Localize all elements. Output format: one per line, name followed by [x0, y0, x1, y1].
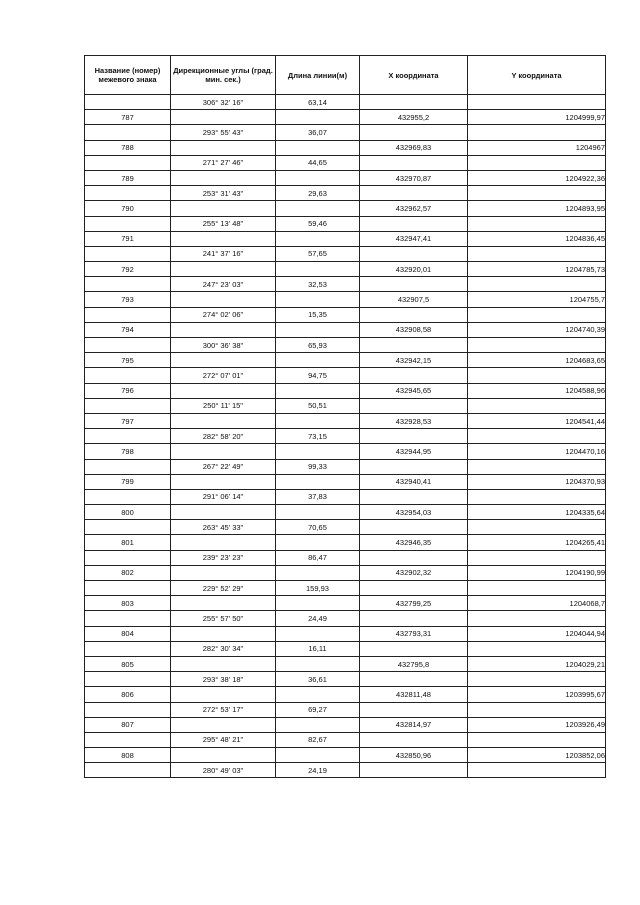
segment-row [85, 520, 606, 535]
empty-cell [360, 489, 468, 504]
header-y: Y координата [468, 56, 606, 95]
empty-cell [171, 474, 276, 489]
empty-cell [85, 277, 171, 292]
segment-row [85, 550, 606, 565]
point-row [85, 748, 606, 763]
segment-row [85, 398, 606, 413]
empty-cell [85, 307, 171, 322]
point-row [85, 140, 606, 155]
segment-row [85, 429, 606, 444]
direction-angle: 253° 31' 43" [171, 186, 276, 201]
empty-cell [171, 444, 276, 459]
x-coordinate: 432814,97 [360, 717, 468, 732]
empty-cell [171, 322, 276, 337]
table-body [85, 95, 606, 778]
point-name: 787 [85, 110, 171, 125]
empty-cell [276, 656, 360, 671]
point-name: 790 [85, 201, 171, 216]
direction-angle: 295° 48' 21" [171, 732, 276, 747]
line-length: 69,27 [276, 702, 360, 717]
x-coordinate: 432795,8 [360, 656, 468, 671]
point-name: 792 [85, 262, 171, 277]
empty-cell [360, 307, 468, 322]
direction-angle: 280° 49' 03" [171, 763, 276, 778]
line-length: 16,11 [276, 641, 360, 656]
boundary-coordinates-table [84, 55, 606, 778]
empty-cell [85, 429, 171, 444]
direction-angle: 306° 32' 16" [171, 95, 276, 110]
empty-cell [276, 110, 360, 125]
empty-cell [276, 626, 360, 641]
empty-cell [171, 505, 276, 520]
header-length: Длина линии(м) [276, 56, 360, 95]
y-coordinate: 1204785,73 [468, 262, 606, 277]
empty-cell [276, 474, 360, 489]
direction-angle: 271° 27' 46" [171, 155, 276, 170]
point-row [85, 505, 606, 520]
x-coordinate: 432799,25 [360, 596, 468, 611]
empty-cell [171, 535, 276, 550]
segment-row [85, 611, 606, 626]
direction-angle: 255° 13' 48" [171, 216, 276, 231]
empty-cell [276, 717, 360, 732]
y-coordinate: 1203995,67 [468, 687, 606, 702]
point-row [85, 201, 606, 216]
empty-cell [171, 687, 276, 702]
line-length: 82,67 [276, 732, 360, 747]
direction-angle: 272° 07' 01" [171, 368, 276, 383]
point-row [85, 170, 606, 185]
direction-angle: 300° 36' 38" [171, 338, 276, 353]
empty-cell [468, 672, 606, 687]
empty-cell [360, 672, 468, 687]
point-row [85, 262, 606, 277]
segment-row [85, 672, 606, 687]
point-name: 788 [85, 140, 171, 155]
empty-cell [276, 353, 360, 368]
empty-cell [360, 186, 468, 201]
empty-cell [171, 626, 276, 641]
y-coordinate: 1204893,95 [468, 201, 606, 216]
empty-cell [85, 672, 171, 687]
empty-cell [171, 383, 276, 398]
point-name: 794 [85, 322, 171, 337]
point-name: 807 [85, 717, 171, 732]
x-coordinate: 432940,41 [360, 474, 468, 489]
header-angle: Дирекционные углы (град. мин. сек.) [171, 56, 276, 95]
line-length: 59,46 [276, 216, 360, 231]
empty-cell [360, 95, 468, 110]
empty-cell [171, 292, 276, 307]
x-coordinate: 432946,35 [360, 535, 468, 550]
point-name: 800 [85, 505, 171, 520]
line-length: 24,49 [276, 611, 360, 626]
empty-cell [85, 489, 171, 504]
line-length: 94,75 [276, 368, 360, 383]
x-coordinate: 432907,5 [360, 292, 468, 307]
segment-row [85, 277, 606, 292]
segment-row [85, 368, 606, 383]
line-length: 99,33 [276, 459, 360, 474]
point-name: 801 [85, 535, 171, 550]
empty-cell [468, 520, 606, 535]
x-coordinate: 432970,87 [360, 170, 468, 185]
segment-row [85, 459, 606, 474]
y-coordinate: 1204470,16 [468, 444, 606, 459]
empty-cell [360, 277, 468, 292]
x-coordinate: 432969,83 [360, 140, 468, 155]
x-coordinate: 432942,15 [360, 353, 468, 368]
empty-cell [85, 246, 171, 261]
segment-row [85, 246, 606, 261]
point-name: 796 [85, 383, 171, 398]
empty-cell [85, 95, 171, 110]
segment-row [85, 155, 606, 170]
empty-cell [468, 277, 606, 292]
empty-cell [85, 581, 171, 596]
segment-row [85, 186, 606, 201]
empty-cell [360, 520, 468, 535]
empty-cell [468, 763, 606, 778]
empty-cell [171, 717, 276, 732]
direction-angle: 291° 06' 14" [171, 489, 276, 504]
empty-cell [360, 429, 468, 444]
empty-cell [171, 413, 276, 428]
segment-row [85, 732, 606, 747]
empty-cell [171, 201, 276, 216]
direction-angle: 274° 02' 06" [171, 307, 276, 322]
empty-cell [468, 155, 606, 170]
empty-cell [85, 520, 171, 535]
y-coordinate: 1204029,21 [468, 656, 606, 671]
y-coordinate: 1204044,94 [468, 626, 606, 641]
x-coordinate: 432902,32 [360, 565, 468, 580]
direction-angle: 255° 57' 50" [171, 611, 276, 626]
y-coordinate: 1204588,96 [468, 383, 606, 398]
empty-cell [85, 155, 171, 170]
point-row [85, 626, 606, 641]
empty-cell [276, 596, 360, 611]
y-coordinate: 1204836,45 [468, 231, 606, 246]
x-coordinate: 432955,2 [360, 110, 468, 125]
direction-angle: 263° 45' 33" [171, 520, 276, 535]
point-row [85, 656, 606, 671]
y-coordinate: 1204922,36 [468, 170, 606, 185]
empty-cell [468, 550, 606, 565]
empty-cell [360, 155, 468, 170]
y-coordinate: 1204541,44 [468, 413, 606, 428]
direction-angle: 239° 23' 23" [171, 550, 276, 565]
y-coordinate: 1204999,97 [468, 110, 606, 125]
line-length: 36,07 [276, 125, 360, 140]
empty-cell [360, 763, 468, 778]
line-length: 37,83 [276, 489, 360, 504]
x-coordinate: 432811,48 [360, 687, 468, 702]
point-row [85, 110, 606, 125]
empty-cell [276, 383, 360, 398]
header-x: X координата [360, 56, 468, 95]
line-length: 32,53 [276, 277, 360, 292]
segment-row [85, 581, 606, 596]
x-coordinate: 432793,31 [360, 626, 468, 641]
direction-angle: 247° 23' 03" [171, 277, 276, 292]
empty-cell [85, 702, 171, 717]
y-coordinate: 1204068,7 [468, 596, 606, 611]
x-coordinate: 432920,01 [360, 262, 468, 277]
segment-row [85, 307, 606, 322]
empty-cell [360, 732, 468, 747]
point-row [85, 687, 606, 702]
point-name: 808 [85, 748, 171, 763]
empty-cell [276, 262, 360, 277]
direction-angle: 282° 58' 20" [171, 429, 276, 444]
empty-cell [360, 338, 468, 353]
empty-cell [276, 413, 360, 428]
x-coordinate: 432954,03 [360, 505, 468, 520]
empty-cell [276, 687, 360, 702]
direction-angle: 267° 22' 49" [171, 459, 276, 474]
empty-cell [468, 581, 606, 596]
segment-row [85, 641, 606, 656]
x-coordinate: 432928,53 [360, 413, 468, 428]
empty-cell [171, 656, 276, 671]
empty-cell [276, 748, 360, 763]
empty-cell [85, 216, 171, 231]
header-name: Название (номер) межевого знака [85, 56, 171, 95]
segment-row [85, 489, 606, 504]
empty-cell [468, 186, 606, 201]
point-row [85, 717, 606, 732]
x-coordinate: 432850,96 [360, 748, 468, 763]
empty-cell [276, 565, 360, 580]
direction-angle: 293° 38' 18" [171, 672, 276, 687]
empty-cell [276, 292, 360, 307]
empty-cell [468, 338, 606, 353]
empty-cell [468, 702, 606, 717]
empty-cell [468, 641, 606, 656]
line-length: 29,63 [276, 186, 360, 201]
empty-cell [468, 459, 606, 474]
empty-cell [360, 246, 468, 261]
empty-cell [276, 322, 360, 337]
empty-cell [171, 596, 276, 611]
point-name: 795 [85, 353, 171, 368]
y-coordinate: 1204683,65 [468, 353, 606, 368]
point-name: 803 [85, 596, 171, 611]
empty-cell [171, 565, 276, 580]
point-name: 806 [85, 687, 171, 702]
line-length: 86,47 [276, 550, 360, 565]
empty-cell [276, 535, 360, 550]
point-name: 797 [85, 413, 171, 428]
y-coordinate: 1204740,39 [468, 322, 606, 337]
empty-cell [468, 246, 606, 261]
line-length: 159,93 [276, 581, 360, 596]
x-coordinate: 432908,58 [360, 322, 468, 337]
empty-cell [85, 763, 171, 778]
empty-cell [468, 732, 606, 747]
empty-cell [85, 459, 171, 474]
empty-cell [171, 170, 276, 185]
line-length: 73,15 [276, 429, 360, 444]
empty-cell [85, 125, 171, 140]
y-coordinate: 1204335,64 [468, 505, 606, 520]
header-row [85, 56, 606, 95]
empty-cell [360, 550, 468, 565]
line-length: 70,65 [276, 520, 360, 535]
empty-cell [276, 140, 360, 155]
direction-angle: 241° 37' 16" [171, 246, 276, 261]
empty-cell [360, 611, 468, 626]
point-row [85, 596, 606, 611]
point-row [85, 353, 606, 368]
empty-cell [85, 186, 171, 201]
empty-cell [360, 459, 468, 474]
empty-cell [360, 398, 468, 413]
empty-cell [468, 95, 606, 110]
direction-angle: 229° 52' 29" [171, 581, 276, 596]
empty-cell [468, 307, 606, 322]
empty-cell [85, 338, 171, 353]
empty-cell [360, 216, 468, 231]
point-row [85, 413, 606, 428]
line-length: 44,65 [276, 155, 360, 170]
empty-cell [171, 231, 276, 246]
line-length: 36,61 [276, 672, 360, 687]
empty-cell [276, 170, 360, 185]
direction-angle: 282° 30' 34" [171, 641, 276, 656]
point-row [85, 383, 606, 398]
empty-cell [85, 732, 171, 747]
segment-row [85, 338, 606, 353]
empty-cell [85, 641, 171, 656]
empty-cell [468, 611, 606, 626]
empty-cell [360, 368, 468, 383]
point-row [85, 292, 606, 307]
direction-angle: 272° 53' 17" [171, 702, 276, 717]
point-name: 793 [85, 292, 171, 307]
y-coordinate: 1204370,93 [468, 474, 606, 489]
empty-cell [85, 368, 171, 383]
point-row [85, 535, 606, 550]
direction-angle: 293° 55' 43" [171, 125, 276, 140]
point-row [85, 565, 606, 580]
line-length: 57,65 [276, 246, 360, 261]
empty-cell [360, 581, 468, 596]
empty-cell [171, 353, 276, 368]
x-coordinate: 432945,65 [360, 383, 468, 398]
empty-cell [276, 201, 360, 216]
line-length: 24,19 [276, 763, 360, 778]
y-coordinate: 1204967 [468, 140, 606, 155]
point-name: 799 [85, 474, 171, 489]
segment-row [85, 125, 606, 140]
x-coordinate: 432947,41 [360, 231, 468, 246]
point-row [85, 474, 606, 489]
empty-cell [171, 262, 276, 277]
line-length: 50,51 [276, 398, 360, 413]
point-name: 791 [85, 231, 171, 246]
line-length: 63,14 [276, 95, 360, 110]
y-coordinate: 1203852,06 [468, 748, 606, 763]
point-name: 805 [85, 656, 171, 671]
y-coordinate: 1204265,41 [468, 535, 606, 550]
empty-cell [360, 702, 468, 717]
empty-cell [85, 550, 171, 565]
segment-row [85, 763, 606, 778]
empty-cell [276, 505, 360, 520]
empty-cell [360, 641, 468, 656]
point-name: 789 [85, 170, 171, 185]
y-coordinate: 1204755,7 [468, 292, 606, 307]
empty-cell [171, 748, 276, 763]
line-length: 15,35 [276, 307, 360, 322]
y-coordinate: 1203926,49 [468, 717, 606, 732]
empty-cell [468, 398, 606, 413]
empty-cell [360, 125, 468, 140]
empty-cell [171, 110, 276, 125]
point-name: 802 [85, 565, 171, 580]
direction-angle: 250° 11' 15" [171, 398, 276, 413]
x-coordinate: 432944,95 [360, 444, 468, 459]
empty-cell [468, 489, 606, 504]
empty-cell [171, 140, 276, 155]
empty-cell [276, 444, 360, 459]
segment-row [85, 702, 606, 717]
y-coordinate: 1204190,99 [468, 565, 606, 580]
empty-cell [468, 368, 606, 383]
point-name: 804 [85, 626, 171, 641]
segment-row [85, 95, 606, 110]
empty-cell [85, 398, 171, 413]
point-row [85, 231, 606, 246]
point-name: 798 [85, 444, 171, 459]
point-row [85, 322, 606, 337]
empty-cell [468, 429, 606, 444]
empty-cell [276, 231, 360, 246]
empty-cell [468, 216, 606, 231]
line-length: 65,93 [276, 338, 360, 353]
x-coordinate: 432962,57 [360, 201, 468, 216]
empty-cell [85, 611, 171, 626]
empty-cell [468, 125, 606, 140]
segment-row [85, 216, 606, 231]
point-row [85, 444, 606, 459]
